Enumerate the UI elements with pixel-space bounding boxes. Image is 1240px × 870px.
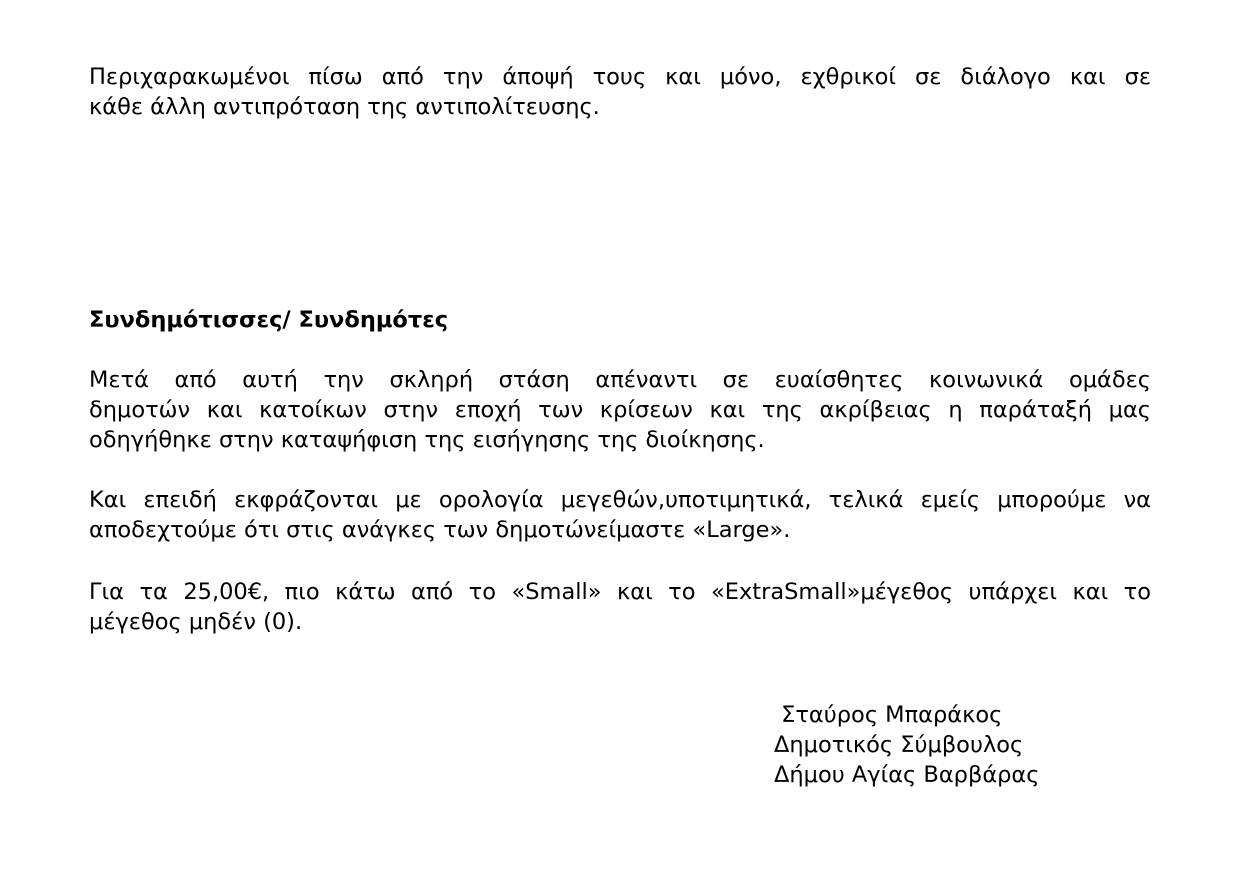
paragraph-line: κάθε άλλη αντιπρόταση της αντιπολίτευσης.: [89, 94, 600, 120]
salutation-heading: Συνδημότισσες/ Συνδημότες: [89, 307, 449, 333]
paragraph-size-terminology: [89, 485, 1151, 545]
paragraph-line: οδηγήθηκε στην καταψήφιση της εισήγησης της διοίκησης.: [89, 427, 765, 453]
signatory-municipality: Δήμου Αγίας Βαρβάρας: [774, 762, 1040, 788]
paragraph-opposition-stance: [89, 62, 1151, 122]
signatory-name: Σταύρος Μπαράκος: [774, 702, 1003, 728]
paragraph-line: Περιχαρακωμένοι πίσω από την άποψή τους και μόνο, εχθρικοί σε διάλογο και σε: [89, 64, 1151, 90]
paragraph-line: Και επειδή εκφράζονται με ορολογία μεγεθών,υποτιμητικά, τελικά εμείς μπορούμε να: [89, 487, 1151, 513]
paragraph-line: δημοτών και κατοίκων στην εποχή των κρίσεων και της ακρίβειας η παράταξή μας: [89, 397, 1151, 423]
paragraph-line: Για τα 25,00€, πιο κάτω από το «Small» και το «ExtraSmall»μέγεθος υπάρχει και το: [89, 579, 1151, 605]
signature-block: [774, 700, 1039, 790]
signatory-title: Δημοτικός Σύμβουλος: [774, 732, 1024, 758]
paragraph-line: Μετά από αυτή την σκληρή στάση απέναντι σε ευαίσθητες κοινωνικά ομάδες: [89, 367, 1151, 393]
paragraph-line: μέγεθος μηδέν (0).: [89, 609, 303, 635]
paragraph-size-zero: [89, 577, 1151, 637]
paragraph-line: αποδεχτούμε ότι στις ανάγκες των δημοτώνείμαστε «Large».: [89, 517, 791, 543]
paragraph-vote-against: [89, 365, 1151, 455]
